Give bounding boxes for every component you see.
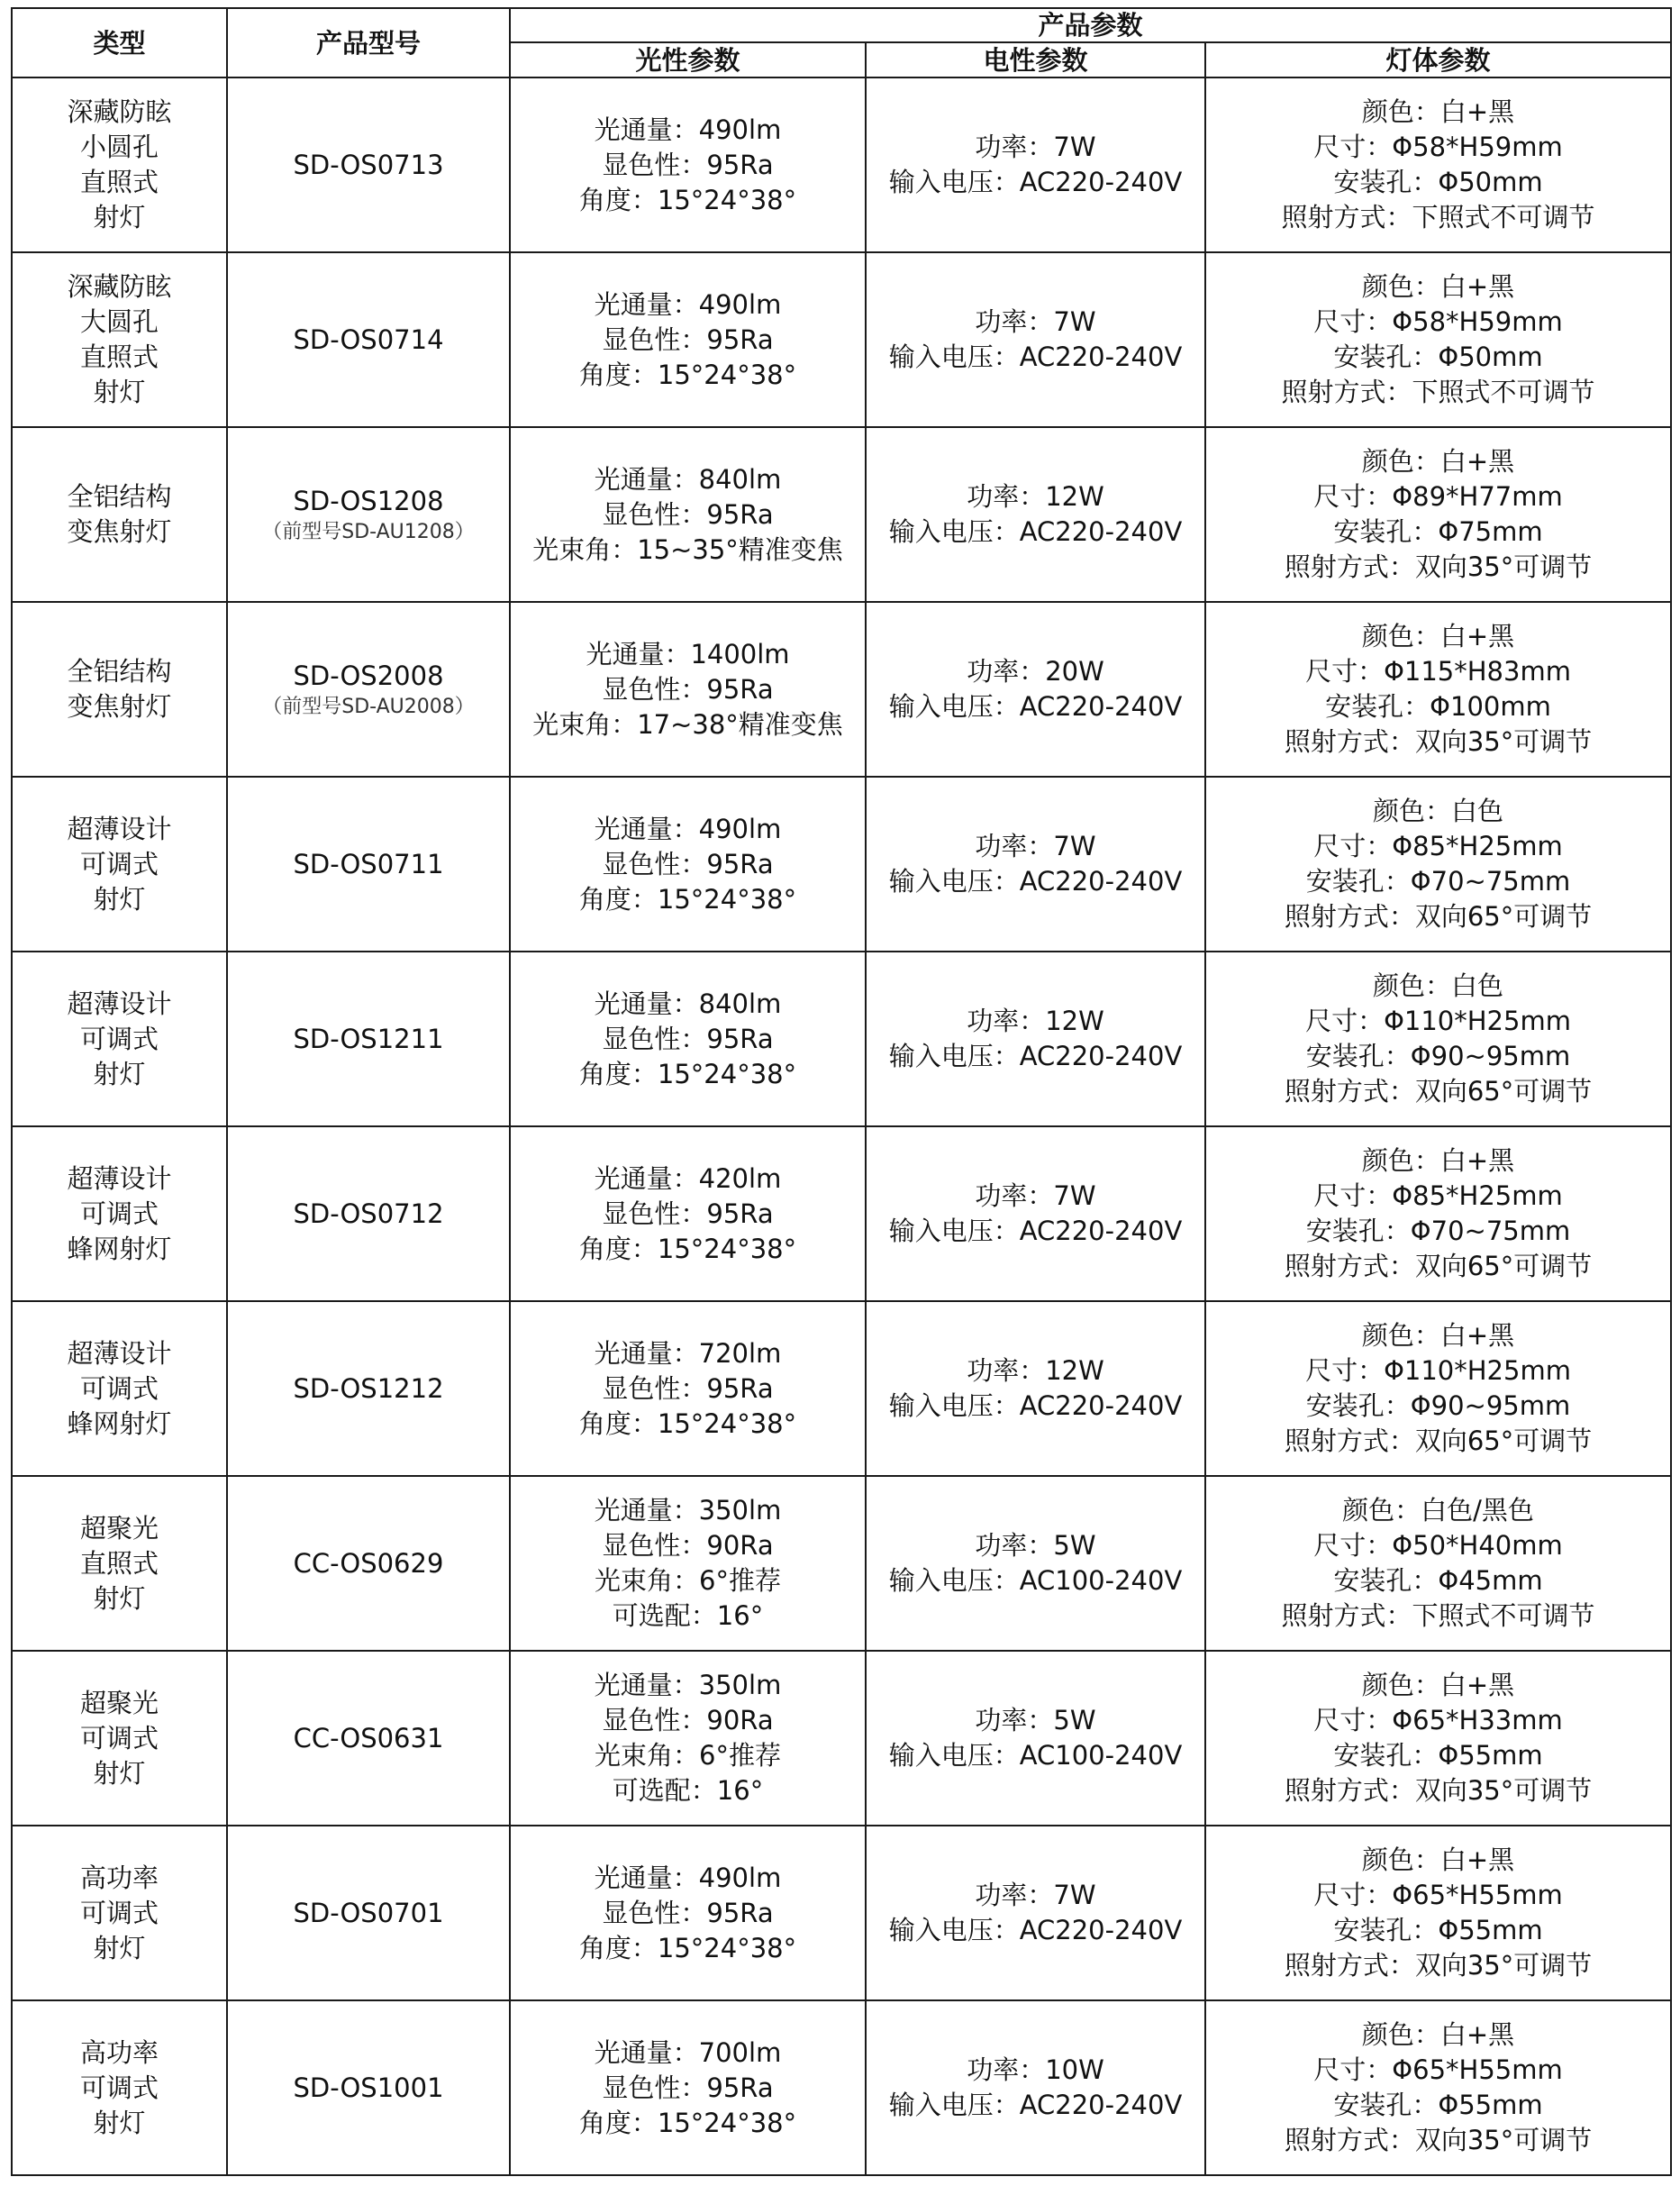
body-line: 颜色：白+黑	[1361, 1145, 1515, 1176]
type-line: 变焦射灯	[67, 691, 172, 722]
body-line: 照射方式：双向65°可调节	[1284, 1076, 1593, 1107]
optical-line: 显色性：90Ra	[602, 1530, 774, 1561]
cell-optical	[510, 1651, 866, 1826]
cell-optical	[510, 1126, 866, 1301]
type-line: 超聚光	[79, 1512, 159, 1544]
body-line: 尺寸：Φ65*H55mm	[1313, 2054, 1563, 2085]
electrical-line: 输入电压：AC220-240V	[888, 866, 1183, 897]
body-line: 照射方式：双向35°可调节	[1284, 2125, 1593, 2155]
cell-electrical	[866, 77, 1205, 252]
optical-line: 光通量：720lm	[594, 1337, 782, 1369]
previous-model-number: （前型号SD-AU1208）	[262, 520, 475, 543]
body-line: 尺寸：Φ65*H55mm	[1313, 1880, 1563, 1910]
electrical-line: 功率：5W	[975, 1530, 1096, 1561]
body-line: 安装孔：Φ50mm	[1333, 342, 1543, 372]
optical-line: 显色性：95Ra	[602, 1023, 774, 1054]
cell-type	[12, 777, 227, 952]
type-line: 射灯	[93, 1058, 146, 1089]
optical-line: 角度：15°24°38°	[578, 359, 797, 390]
type-line: 蜂网射灯	[67, 1233, 172, 1264]
cell-type	[12, 952, 227, 1126]
cell-electrical	[866, 1651, 1205, 1826]
table-row	[12, 777, 1671, 952]
optical-line: 角度：15°24°38°	[578, 2107, 797, 2138]
type-line: 射灯	[93, 1932, 146, 1963]
model-number: SD-OS0711	[293, 848, 444, 879]
table-row	[12, 602, 1671, 777]
optical-line: 光通量：490lm	[594, 288, 782, 320]
cell-optical	[510, 252, 866, 427]
optical-line: 光束角：15~35°精准变焦	[532, 533, 843, 565]
body-line: 安装孔：Φ90~95mm	[1305, 1390, 1571, 1421]
cell-electrical	[866, 777, 1205, 952]
table-row	[12, 427, 1671, 602]
table-row	[12, 2000, 1671, 2175]
cell-model	[227, 602, 510, 777]
type-line: 超薄设计	[67, 813, 172, 844]
type-line: 可调式	[79, 1198, 159, 1229]
type-line: 射灯	[93, 883, 146, 915]
optical-line: 显色性：95Ra	[602, 149, 774, 180]
electrical-line: 输入电压：AC220-240V	[888, 1390, 1183, 1421]
electrical-line: 输入电压：AC220-240V	[888, 516, 1183, 547]
cell-body	[1205, 777, 1671, 952]
model-number: CC-OS0629	[293, 1547, 444, 1579]
body-line: 安装孔：Φ90~95mm	[1305, 1041, 1571, 1071]
optical-line: 光束角：6°推荐	[595, 1740, 781, 1771]
type-line: 直照式	[79, 342, 159, 372]
optical-line: 显色性：95Ra	[602, 2072, 774, 2103]
body-line: 照射方式：双向65°可调节	[1284, 901, 1593, 932]
optical-line: 光通量：1400lm	[586, 638, 790, 669]
optical-line: 角度：15°24°38°	[578, 1058, 797, 1089]
body-line: 颜色：白色	[1373, 796, 1504, 826]
optical-line: 光通量：840lm	[594, 463, 782, 495]
header-row-top	[12, 8, 1671, 42]
cell-optical	[510, 427, 866, 602]
body-line: 颜色：白+黑	[1361, 446, 1515, 477]
cell-optical	[510, 77, 866, 252]
model-number: CC-OS0631	[293, 1722, 444, 1753]
table-row	[12, 1826, 1671, 2000]
optical-line: 光束角：6°推荐	[595, 1565, 781, 1596]
body-line: 照射方式：双向35°可调节	[1284, 551, 1593, 582]
cell-model	[227, 1476, 510, 1651]
optical-line: 光通量：490lm	[594, 1862, 782, 1893]
optical-line: 可选配：16°	[612, 1775, 764, 1806]
previous-model-number: （前型号SD-AU2008）	[262, 695, 475, 718]
body-line: 颜色：白+黑	[1361, 96, 1515, 127]
cell-body	[1205, 1476, 1671, 1651]
body-line: 颜色：白+黑	[1361, 271, 1515, 302]
body-line: 颜色：白+黑	[1361, 1844, 1515, 1875]
cell-model	[227, 1651, 510, 1826]
cell-body	[1205, 952, 1671, 1126]
body-line: 颜色：白+黑	[1361, 1670, 1515, 1700]
type-line: 全铝结构	[67, 481, 172, 512]
body-line: 尺寸：Φ115*H83mm	[1305, 656, 1571, 687]
table-row	[12, 1301, 1671, 1476]
body-line: 尺寸：Φ50*H40mm	[1313, 1530, 1563, 1561]
optical-line: 光通量：350lm	[594, 1670, 782, 1700]
cell-type	[12, 77, 227, 252]
type-line: 超薄设计	[67, 1337, 172, 1369]
optical-line: 角度：15°24°38°	[578, 883, 797, 915]
model-number: SD-OS1001	[293, 2072, 444, 2103]
cell-electrical	[866, 1301, 1205, 1476]
optical-line: 可选配：16°	[612, 1600, 764, 1631]
body-line: 尺寸：Φ89*H77mm	[1313, 481, 1563, 512]
body-line: 尺寸：Φ58*H59mm	[1313, 132, 1563, 162]
electrical-line: 输入电压：AC220-240V	[888, 342, 1183, 372]
optical-line: 显色性：95Ra	[602, 1372, 774, 1404]
body-line: 安装孔：Φ100mm	[1325, 691, 1551, 722]
electrical-line: 功率：7W	[975, 306, 1096, 337]
body-line: 照射方式：双向35°可调节	[1284, 726, 1593, 757]
type-line: 可调式	[79, 1372, 159, 1404]
body-line: 安装孔：Φ75mm	[1333, 516, 1543, 547]
header-body: 灯体参数	[1205, 42, 1671, 77]
body-line: 安装孔：Φ55mm	[1333, 2090, 1543, 2120]
type-line: 超薄设计	[67, 988, 172, 1019]
electrical-line: 输入电压：AC100-240V	[888, 1565, 1183, 1596]
electrical-line: 功率：20W	[967, 656, 1104, 687]
cell-model	[227, 1126, 510, 1301]
body-line: 颜色：白+黑	[1361, 2019, 1515, 2050]
cell-model	[227, 427, 510, 602]
optical-line: 光通量：420lm	[594, 1162, 782, 1194]
type-line: 超聚光	[79, 1687, 159, 1718]
optical-line: 显色性：95Ra	[602, 1897, 774, 1928]
cell-electrical	[866, 252, 1205, 427]
header-model: 产品型号	[227, 8, 510, 77]
type-line: 可调式	[79, 1897, 159, 1928]
type-line: 高功率	[79, 1862, 159, 1893]
body-line: 颜色：白色	[1373, 970, 1504, 1001]
type-line: 蜂网射灯	[67, 1407, 172, 1439]
table-row	[12, 1476, 1671, 1651]
type-line: 高功率	[79, 2036, 159, 2068]
type-line: 可调式	[79, 848, 159, 879]
table-body	[12, 77, 1671, 2175]
body-line: 尺寸：Φ65*H33mm	[1313, 1705, 1563, 1735]
body-line: 照射方式：双向65°可调节	[1284, 1251, 1593, 1281]
cell-electrical	[866, 952, 1205, 1126]
body-line: 尺寸：Φ85*H25mm	[1313, 831, 1563, 861]
cell-type	[12, 252, 227, 427]
cell-model	[227, 952, 510, 1126]
body-line: 颜色：白+黑	[1361, 1320, 1515, 1351]
electrical-line: 输入电压：AC220-240V	[888, 691, 1183, 722]
optical-line: 显色性：95Ra	[602, 1198, 774, 1229]
type-line: 可调式	[79, 2072, 159, 2103]
optical-line: 显色性：95Ra	[602, 323, 774, 355]
spec-table	[11, 7, 1672, 2176]
body-line: 安装孔：Φ45mm	[1333, 1565, 1543, 1596]
cell-electrical	[866, 602, 1205, 777]
body-line: 照射方式：下照式不可调节	[1281, 377, 1595, 407]
body-line: 安装孔：Φ55mm	[1333, 1915, 1543, 1945]
cell-body	[1205, 1301, 1671, 1476]
electrical-line: 功率：12W	[967, 481, 1104, 512]
cell-model	[227, 777, 510, 952]
electrical-line: 功率：10W	[967, 2054, 1104, 2085]
type-line: 射灯	[93, 377, 146, 407]
optical-line: 光通量：490lm	[594, 813, 782, 844]
optical-line: 角度：15°24°38°	[578, 1407, 797, 1439]
cell-model	[227, 1301, 510, 1476]
type-line: 全铝结构	[67, 656, 172, 687]
electrical-line: 输入电压：AC220-240V	[888, 1915, 1183, 1945]
type-line: 射灯	[93, 1582, 146, 1614]
body-line: 安装孔：Φ70~75mm	[1305, 866, 1571, 897]
type-line: 可调式	[79, 1722, 159, 1753]
cell-optical	[510, 1476, 866, 1651]
cell-type	[12, 2000, 227, 2175]
cell-body	[1205, 77, 1671, 252]
cell-electrical	[866, 2000, 1205, 2175]
type-line: 射灯	[93, 202, 146, 232]
cell-type	[12, 1126, 227, 1301]
model-number: SD-OS1211	[293, 1023, 444, 1054]
cell-model	[227, 252, 510, 427]
cell-electrical	[866, 1126, 1205, 1301]
body-line: 照射方式：双向65°可调节	[1284, 1425, 1593, 1456]
optical-line: 光通量：840lm	[594, 988, 782, 1019]
table-header	[12, 8, 1671, 77]
optical-line: 角度：15°24°38°	[578, 184, 797, 215]
type-line: 变焦射灯	[67, 516, 172, 547]
body-line: 安装孔：Φ55mm	[1333, 1740, 1543, 1771]
cell-body	[1205, 1651, 1671, 1826]
table-row	[12, 1651, 1671, 1826]
table-row	[12, 77, 1671, 252]
cell-model	[227, 77, 510, 252]
cell-type	[12, 1476, 227, 1651]
optical-line: 显色性：95Ra	[602, 848, 774, 879]
cell-body	[1205, 2000, 1671, 2175]
table-row	[12, 952, 1671, 1126]
type-line: 直照式	[79, 1547, 159, 1579]
table-row	[12, 252, 1671, 427]
model-number: SD-OS0714	[293, 323, 444, 355]
electrical-line: 功率：7W	[975, 1880, 1096, 1910]
body-line: 尺寸：Φ110*H25mm	[1305, 1006, 1571, 1036]
electrical-line: 输入电压：AC220-240V	[888, 167, 1183, 197]
body-line: 照射方式：下照式不可调节	[1281, 202, 1595, 232]
type-line: 超薄设计	[67, 1162, 172, 1194]
cell-electrical	[866, 427, 1205, 602]
optical-line: 光束角：17~38°精准变焦	[532, 708, 843, 740]
body-line: 照射方式：下照式不可调节	[1281, 1600, 1595, 1631]
body-line: 尺寸：Φ85*H25mm	[1313, 1180, 1563, 1211]
cell-optical	[510, 602, 866, 777]
electrical-line: 功率：12W	[967, 1355, 1104, 1386]
model-number: SD-OS1212	[293, 1372, 444, 1404]
electrical-line: 输入电压：AC100-240V	[888, 1740, 1183, 1771]
model-number: SD-OS0713	[293, 149, 444, 180]
model-number: SD-OS0712	[293, 1198, 444, 1229]
cell-optical	[510, 1826, 866, 2000]
cell-electrical	[866, 1476, 1205, 1651]
optical-line: 角度：15°24°38°	[578, 1233, 797, 1264]
cell-type	[12, 602, 227, 777]
type-line: 深藏防眩	[67, 96, 172, 127]
type-line: 大圆孔	[79, 306, 159, 337]
type-line: 可调式	[79, 1023, 159, 1054]
header-product-params: 产品参数	[510, 8, 1671, 42]
optical-line: 显色性：95Ra	[602, 498, 774, 530]
cell-body	[1205, 1126, 1671, 1301]
header-electrical: 电性参数	[866, 42, 1205, 77]
optical-line: 显色性：95Ra	[602, 673, 774, 705]
cell-body	[1205, 252, 1671, 427]
cell-optical	[510, 777, 866, 952]
cell-body	[1205, 602, 1671, 777]
cell-model	[227, 2000, 510, 2175]
electrical-line: 功率：5W	[975, 1705, 1096, 1735]
body-line: 颜色：白色/黑色	[1342, 1495, 1534, 1526]
cell-body	[1205, 1826, 1671, 2000]
type-line: 直照式	[79, 167, 159, 197]
optical-line: 光通量：350lm	[594, 1495, 782, 1526]
electrical-line: 输入电压：AC220-240V	[888, 1041, 1183, 1071]
model-number: SD-OS1208	[293, 485, 444, 516]
cell-electrical	[866, 1826, 1205, 2000]
electrical-line: 输入电压：AC220-240V	[888, 1216, 1183, 1246]
body-line: 安装孔：Φ50mm	[1333, 167, 1543, 197]
optical-line: 光通量：700lm	[594, 2036, 782, 2068]
type-line: 射灯	[93, 2107, 146, 2138]
table-row	[12, 1126, 1671, 1301]
electrical-line: 功率：7W	[975, 831, 1096, 861]
body-line: 照射方式：双向35°可调节	[1284, 1950, 1593, 1981]
cell-type	[12, 1826, 227, 2000]
electrical-line: 功率：7W	[975, 132, 1096, 162]
cell-optical	[510, 952, 866, 1126]
body-line: 照射方式：双向35°可调节	[1284, 1775, 1593, 1806]
type-line: 深藏防眩	[67, 271, 172, 302]
type-line: 射灯	[93, 1757, 146, 1789]
body-line: 安装孔：Φ70~75mm	[1305, 1216, 1571, 1246]
body-line: 尺寸：Φ110*H25mm	[1305, 1355, 1571, 1386]
cell-optical	[510, 1301, 866, 1476]
model-number: SD-OS0701	[293, 1897, 444, 1928]
cell-type	[12, 1651, 227, 1826]
optical-line: 角度：15°24°38°	[578, 1932, 797, 1963]
header-type: 类型	[12, 8, 227, 77]
cell-model	[227, 1826, 510, 2000]
electrical-line: 输入电压：AC220-240V	[888, 2090, 1183, 2120]
cell-type	[12, 1301, 227, 1476]
electrical-line: 功率：7W	[975, 1180, 1096, 1211]
optical-line: 显色性：90Ra	[602, 1705, 774, 1735]
type-line: 小圆孔	[79, 132, 159, 162]
electrical-line: 功率：12W	[967, 1006, 1104, 1036]
cell-body	[1205, 427, 1671, 602]
header-optical: 光性参数	[510, 42, 866, 77]
body-line: 尺寸：Φ58*H59mm	[1313, 306, 1563, 337]
optical-line: 光通量：490lm	[594, 114, 782, 145]
cell-optical	[510, 2000, 866, 2175]
body-line: 颜色：白+黑	[1361, 621, 1515, 651]
model-number: SD-OS2008	[293, 660, 444, 691]
cell-type	[12, 427, 227, 602]
